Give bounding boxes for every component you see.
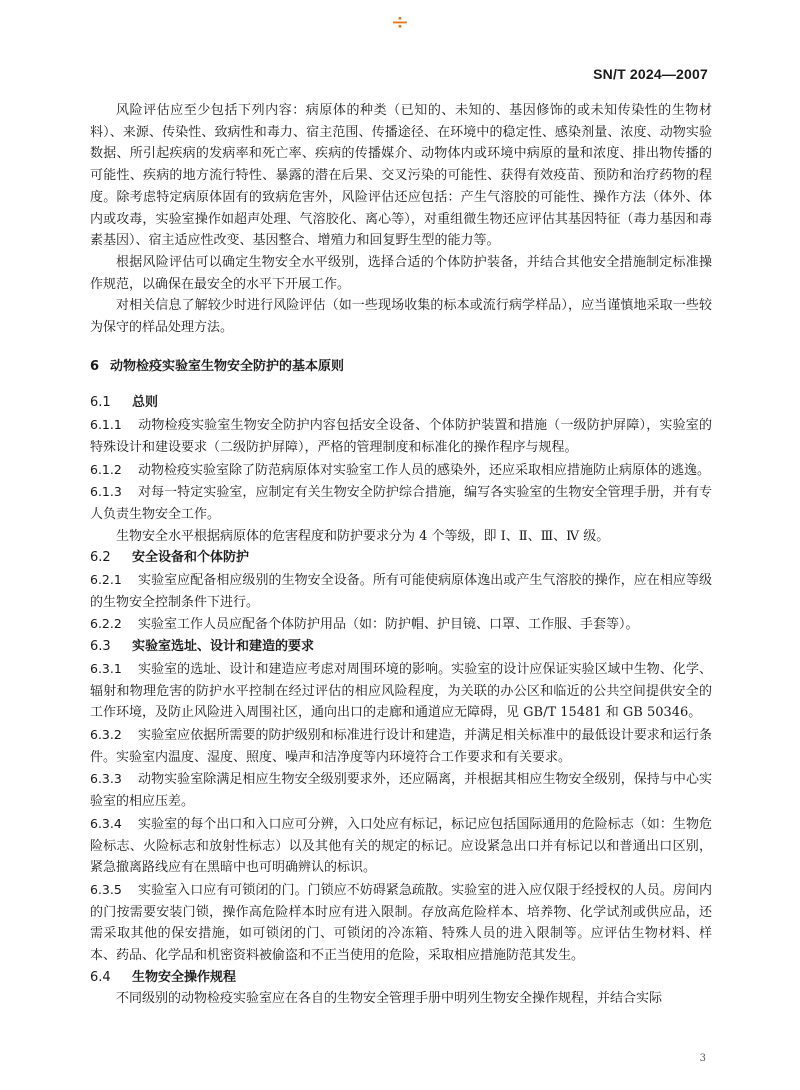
clause-6-1-2 [90,459,712,482]
clause-6-3-2 [90,724,712,768]
page-number: 3 [699,1053,706,1064]
clause-number: 6.3.3 [90,771,122,787]
clause-text: 实验室应配备相应级别的生物安全设备。所有可能使病原体逸出或产生气溶胶的操作，应在相应等级的生物安全控制条件下进行。 [90,573,712,610]
subsection-title: 安全设备和个体防护 [132,550,250,566]
clause-text: 实验室入口应有可锁闭的门。门锁应不妨碍紧急疏散。实验室的进入应仅限于经授权的人员。房间内的门按需要安装门锁，操作高危险样本时应有进入限制。存放高危险样本、培养物、化学试剂或供应品，还需采取其他的保安措施，如可锁闭的门、可锁闭的冷冻箱、特殊人员的进入限制等。应评估生物材料、样本、药品、化学品和机密资料被偷盗和不正当使用的危险，采取相应措施防范其发生。 [90,882,712,964]
subsection-number: 6.3 [90,639,111,655]
clause-number: 6.3.5 [90,881,122,897]
clause-text: 对每一特定实验室，应制定有关生物安全防护综合措施，编写各实验室的生物安全管理手册，并有专人负责生物安全工作。 [90,485,712,522]
clause-number: 6.2.2 [90,616,122,632]
clause-number: 6.3.4 [90,815,122,831]
clause-number: 6.3.2 [90,726,122,742]
subsection-title: 实验室选址、设计和建造的要求 [132,639,315,655]
clause-6-1-3 [90,481,712,525]
clause-6-2-2 [90,613,712,636]
intro-paragraph-2: 根据风险评估可以确定生物安全水平级别，选择合适的个体防护装备，并结合其他安全措施制定标准操作规范，以确保在最安全的水平下开展工作。 [90,254,712,292]
section-6-2-heading [90,547,712,569]
clause-6-3-5 [90,879,712,967]
clause-text: 实验室应依据所需要的防护级别和标准进行设计和建造，并满足相关标准中的最低设计要求和运行条件。实验室内温度、湿度、照度、噪声和洁净度等内环境符合工作要求和有关要求。 [90,727,712,765]
header-decoration-mark: ÷ [390,10,410,35]
clause-text: 动物检疫实验室生物安全防护内容包括安全设备、个体防护装置和措施（一级防护屏障），实验室的特殊设计和建设要求（二级防护屏障），严格的管理制度和标准化的操作程序与规程。 [90,418,712,455]
biosafety-level-paragraph: 生物安全水平根据病原体的危害程度和防护要求分为 4 个等级，即 Ⅰ、Ⅱ、Ⅲ、Ⅳ 级。 [116,528,610,544]
section-6-heading [90,356,712,378]
clause-text: 实验室工作人员应配备个体防护用品（如：防护帽、护目镜、口罩、工作服、手套等）。 [138,617,639,633]
clause-6-1-1 [90,414,712,458]
clause-number: 6.1.1 [90,417,122,433]
operating-procedure-paragraph: 不同级别的动物检疫实验室应在各自的生物安全管理手册中明列生物安全操作规程，并结合实际 [116,991,663,1007]
subsection-title: 生物安全操作规程 [132,969,237,985]
subsection-title: 总则 [132,395,159,411]
subsection-number: 6.2 [90,550,111,566]
clause-text: 动物实验室除满足相应生物安全级别要求外，还应隔离，并根据其相应生物安全级别，保持与中心实验室的相应压差。 [90,772,712,810]
clause-number: 6.1.3 [90,484,122,500]
section-title: 动物检疫实验室生物安全防护的基本原则 [110,358,345,374]
clause-6-3-1 [90,658,712,724]
standard-code: SN/T 2024—2007 [593,66,708,82]
section-number: 6 [90,358,100,374]
document-body [90,100,712,1010]
clause-number: 6.1.2 [90,461,122,477]
clause-number: 6.3.1 [90,660,122,676]
section-6-1-heading [90,392,712,414]
section-6-4-heading [90,967,712,989]
intro-paragraph-1: 风险评估应至少包括下列内容：病原体的种类（已知的、未知的、基因修饰的或未知传染性的生物材料）、来源、传染性、致病性和毒力、宿主范围、传播途径、在环境中的稳定性、感染剂量、浓度、动物实验数据、所引起疾病的发病率和死亡率、疾病的传播媒介、动物体内或环境中病原的量和浓度、排出物传播的可能性、疾病的地方流行特性、暴露的潜在后果、交叉污染的可能性、获得有效疫苗、预防和治疗药物的程度。除考虑特定病原体固有的致病危害外，风险评估还应包括：产生气溶胶的可能性、操作方法（体外、体内或攻毒，实验室操作如超声处理、气溶胶化、离心等），对重组微生物还应评估其基因特征（毒力基因和毒素基因）、宿主适应性改变、基因整合、增殖力和回复野生型的能力等。 [90,103,712,249]
clause-6-2-1 [90,569,712,613]
clause-number: 6.2.1 [90,572,122,588]
intro-paragraph-3: 对相关信息了解较少时进行风险评估（如一些现场收集的标本或流行病学样品），应当谨慎地采取一些较为保守的样品处理方法。 [90,298,712,336]
section-6-3-heading [90,636,712,658]
clause-text: 动物检疫实验室除了防范病原体对实验室工作人员的感染外，还应采取相应措施防止病原体的逃逸。 [138,462,711,478]
clause-text: 实验室的选址、设计和建造应考虑对周围环境的影响。实验室的设计应保证实验区域中生物、化学、辐射和物理危害的防护水平控制在经过评估的相应风险程度，为关联的办公区和临近的公共空间提供安全的工作环境，及防止风险进入周围社区，通向出口的走廊和通道应无障碍，见 GB/T 15481 和 GB 50346。 [90,661,712,721]
subsection-number: 6.1 [90,395,111,411]
clause-6-3-4 [90,813,712,879]
subsection-number: 6.4 [90,969,111,985]
clause-text: 实验室的每个出口和入口应可分辨，入口处应有标记，标记应包括国际通用的危险标志（如：生物危险标志、火险标志和放射性标志）以及其他有关的规定的标记。应设紧急出口并有标记以和普通出口区别，紧急撤离路线应有在黑暗中也可明确辨认的标识。 [90,816,712,876]
clause-6-3-3 [90,768,712,812]
